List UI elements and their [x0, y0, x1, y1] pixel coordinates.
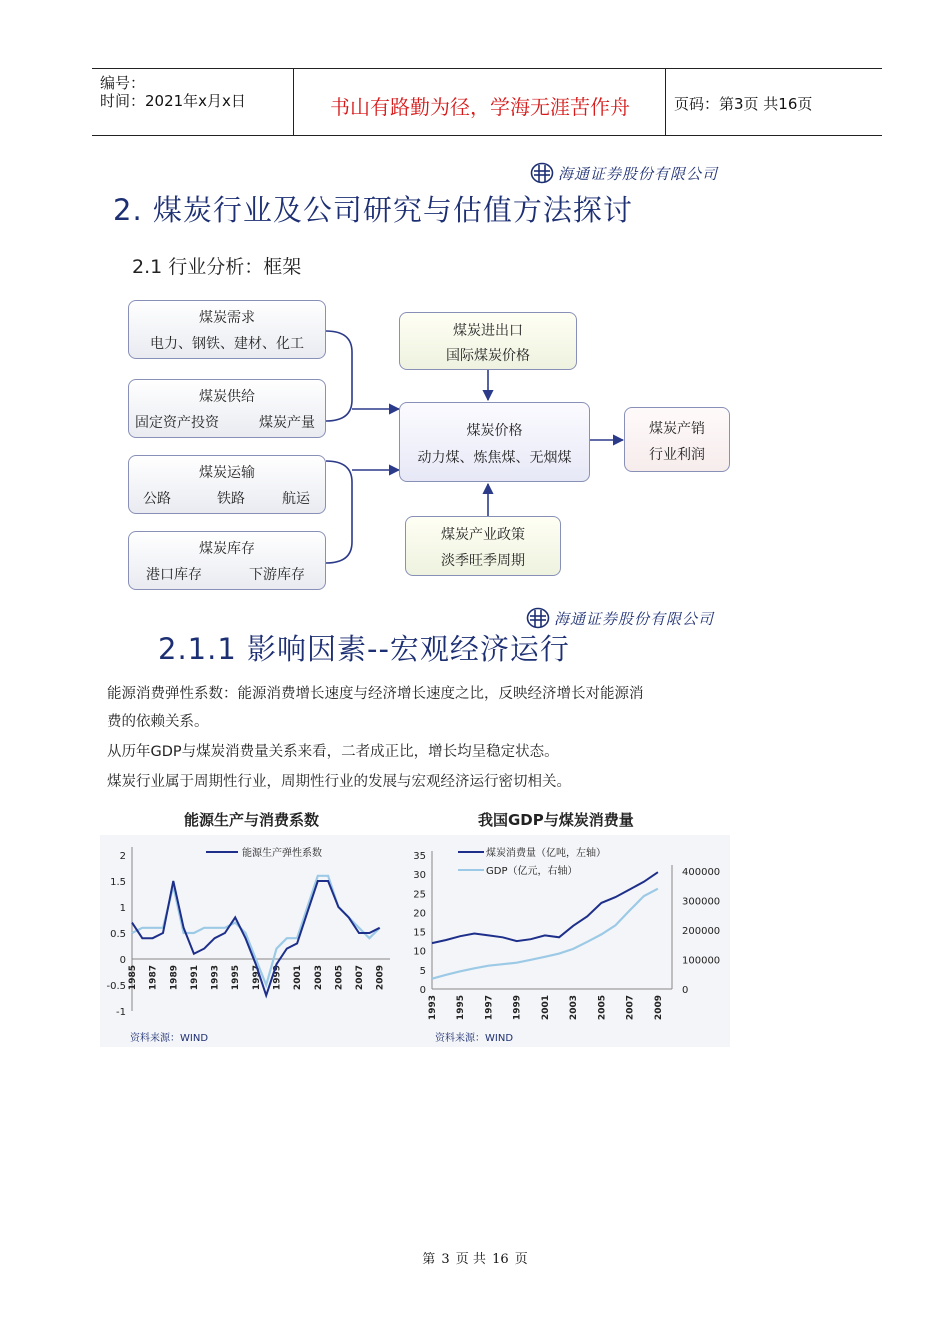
- chart-2-left-tick-label: 35: [413, 851, 426, 862]
- chart-1-x-tick-label: 1995: [231, 965, 242, 991]
- box-import-export-detail: 国际煤炭价格: [446, 348, 530, 364]
- chart-1-x-tick-label: 2005: [334, 965, 345, 991]
- haitong-logo-icon: [526, 607, 550, 629]
- chart-gdp-coal: [400, 835, 730, 1047]
- chart-2-right-tick-label: 400000: [682, 867, 721, 878]
- section-2-1-1-title: 2.1.1 影响因素--宏观经济运行: [158, 632, 570, 666]
- box-coal-supply: [128, 379, 326, 438]
- box-coal-inventory-title: 煤炭库存: [199, 541, 255, 557]
- logo-text: 海通证券股份有限公司: [558, 164, 719, 183]
- chart-2-left-tick-label: 10: [413, 946, 426, 958]
- logo-text: 海通证券股份有限公司: [554, 609, 715, 628]
- box-coal-price-detail: 动力煤、炼焦煤、无烟煤: [417, 450, 572, 466]
- box-coal-production-title: 煤炭产销: [649, 421, 705, 437]
- paragraph-line-2: 费的依赖关系。: [107, 714, 209, 730]
- connector-demand-supply: [326, 331, 352, 421]
- chart-2-x-tick-label: 2003: [569, 995, 580, 1021]
- box-coal-policy-detail: 淡季旺季周期: [441, 553, 525, 569]
- box-coal-inventory-left: 港口库存: [146, 567, 202, 583]
- chart-1-x-tick-label: 1985: [128, 965, 138, 991]
- footer-page: 3: [441, 1252, 450, 1267]
- box-coal-transport-b: 铁路: [217, 491, 245, 507]
- chart-2-right-tick-label: 200000: [682, 926, 721, 937]
- box-coal-inventory-right: 下游库存: [249, 567, 305, 583]
- chart-2-left-tick-label: 30: [413, 870, 426, 882]
- box-coal-supply-left: 固定资产投资: [135, 415, 219, 431]
- chart-1-x-tick-label: 2001: [293, 965, 304, 991]
- chart-1-title: 能源生产与消费系数: [184, 811, 320, 829]
- chart-2-x-tick-label: 1995: [456, 995, 467, 1021]
- chart-1-x-tick-label: 1987: [148, 965, 159, 991]
- time-label: 时间：2021年x月x日: [100, 92, 246, 110]
- chart-2-left-tick-label: 15: [413, 927, 426, 939]
- chart-2-right-tick-label: 100000: [682, 955, 721, 967]
- chart-1-legend-label: 能源生产弹性系数: [242, 848, 322, 859]
- box-coal-production-detail: 行业利润: [649, 447, 705, 463]
- chart-2-left-tick-label: 5: [419, 965, 426, 977]
- chart-1-x-tick-label: 1989: [169, 965, 180, 991]
- chart-2-left-tick-label: 20: [413, 908, 426, 920]
- box-import-export-title: 煤炭进出口: [453, 323, 523, 339]
- haitong-logo-2: [526, 607, 714, 629]
- chart-2-x-tick-label: 2009: [653, 995, 664, 1021]
- chart-1-y-tick-label: 0.5: [110, 929, 126, 940]
- chart-2-x-tick-label: 2001: [540, 995, 551, 1021]
- box-coal-transport-title: 煤炭运输: [199, 465, 255, 481]
- chart-1-source: 资料来源：WIND: [130, 1033, 209, 1044]
- chart-2-right-tick-label: 300000: [682, 896, 721, 908]
- chart-1-y-tick-label: -0.5: [106, 981, 126, 992]
- footer-prefix: 第: [422, 1252, 436, 1267]
- chart-1-y-tick-label: 1.5: [110, 877, 126, 888]
- chart-2-x-tick-label: 1997: [484, 995, 495, 1021]
- box-coal-policy: [405, 516, 561, 576]
- chart-1-y-tick-label: 1: [119, 903, 126, 914]
- chart-2-right-tick-label: 0: [682, 985, 689, 996]
- chart-2-x-tick-label: 1993: [428, 995, 438, 1021]
- paragraph-line-4: 煤炭行业属于周期性行业，周期性行业的发展与宏观经济运行密切相关。: [107, 774, 571, 790]
- box-coal-policy-title: 煤炭产业政策: [441, 527, 525, 543]
- chart-1-x-tick-label: 1997: [251, 965, 262, 991]
- box-coal-inventory: [128, 531, 326, 590]
- chart-1-x-tick-label: 1999: [272, 965, 283, 991]
- box-coal-supply-right: 煤炭产量: [259, 415, 315, 431]
- chart-1-y-tick-label: -1: [116, 1007, 126, 1018]
- chart-1-x-tick-label: 2003: [313, 965, 324, 991]
- box-coal-demand-detail: 电力、钢铁、建材、化工: [150, 336, 304, 352]
- box-coal-demand: [128, 300, 326, 359]
- section-2-title: 2. 煤炭行业及公司研究与估值方法探讨: [113, 193, 633, 227]
- box-coal-demand-title: 煤炭需求: [199, 310, 255, 326]
- paragraph-line-1: 能源消费弹性系数：能源消费增长速度与经济增长速度之比，反映经济增长对能源消: [107, 686, 644, 702]
- code-label: 编号：: [100, 74, 146, 92]
- chart-2-left-tick-label: 0: [419, 985, 426, 996]
- chart-1-x-tick-label: 1991: [189, 965, 200, 991]
- box-coal-price-title: 煤炭价格: [466, 423, 523, 439]
- chart-energy-elasticity: [100, 835, 400, 1047]
- box-coal-import-export: [399, 312, 577, 370]
- paragraph-line-3: 从历年GDP与煤炭消费量关系来看，二者成正比，增长均呈稳定状态。: [107, 744, 559, 760]
- chart-2-x-tick-label: 2007: [625, 995, 636, 1021]
- footer-total: 16: [492, 1252, 509, 1267]
- box-coal-production: [624, 407, 730, 472]
- motto-text: 书山有路勤为径，学海无涯苦作舟: [330, 95, 630, 119]
- chart-1-x-tick-label: 1993: [210, 965, 221, 991]
- connector-transport-inventory: [326, 461, 352, 563]
- box-coal-transport-a: 公路: [143, 491, 171, 507]
- chart-2-legend-label-gdp: GDP（亿元，右轴）: [486, 866, 578, 877]
- box-coal-transport-c: 航运: [282, 491, 310, 507]
- chart-1-y-tick-label: 2: [119, 851, 126, 862]
- footer-mid: 页 共: [455, 1252, 486, 1267]
- chart-1-y-tick-label: 0: [119, 955, 126, 966]
- page-footer: [0, 1248, 950, 1267]
- chart-2-title: 我国GDP与煤炭消费量: [478, 811, 634, 829]
- box-coal-transport: [128, 455, 326, 514]
- footer-suffix: 页: [514, 1252, 528, 1267]
- section-2-1-title: 2.1 行业分析：框架: [132, 256, 302, 278]
- chart-1-x-tick-label: 2007: [355, 965, 366, 991]
- chart-2-left-tick-label: 25: [413, 889, 426, 901]
- box-coal-supply-title: 煤炭供给: [199, 389, 255, 405]
- chart-2-x-tick-label: 2005: [597, 995, 608, 1021]
- chart-1-x-tick-label: 2009: [375, 965, 386, 991]
- box-coal-price: [399, 402, 590, 482]
- chart-2-legend-label-coal: 煤炭消费量（亿吨，左轴）: [486, 848, 606, 859]
- chart-2-x-tick-label: 1999: [512, 995, 523, 1021]
- page-label: 页码：第3页 共16页: [674, 95, 813, 113]
- chart-1-background: [100, 835, 400, 1047]
- chart-2-source: 资料来源：WIND: [435, 1033, 514, 1044]
